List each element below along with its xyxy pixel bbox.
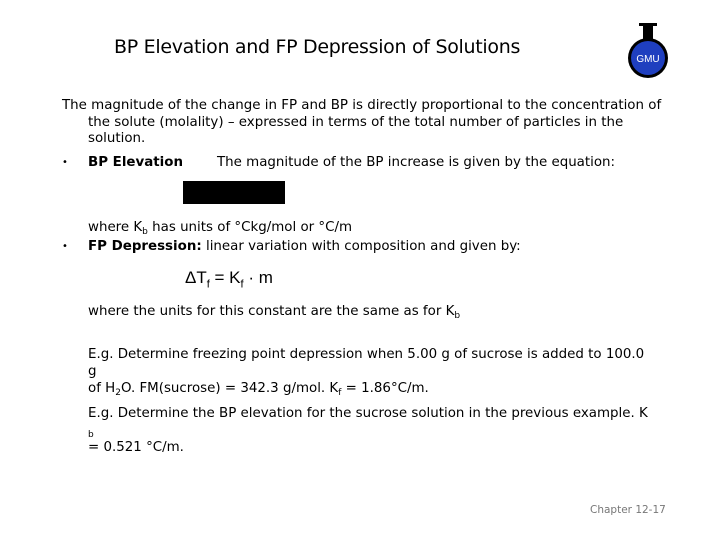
bullet-bp: • — [62, 157, 68, 168]
logo-text: GMU — [636, 54, 660, 65]
bp-elevation-line — [88, 155, 615, 172]
example-1-line-2 — [88, 380, 648, 397]
fp-units-text: where the units for this constant are the same as for K — [88, 304, 455, 319]
fp-depression-description: linear variation with composition and given by: — [201, 239, 521, 254]
page-title: BP Elevation and FP Depression of Solutions — [114, 36, 521, 58]
eq-rhs: · m — [243, 268, 273, 287]
intro-paragraph — [62, 98, 662, 148]
bp-elevation-description: The magnitude of the BP increase is given by the equation: — [217, 155, 616, 170]
fp-units-line — [88, 304, 460, 321]
example-2-line-2: = 0.521 °C/m. — [88, 440, 184, 455]
intro-line-2: the solute (molality) – expressed in terms of the total number of particles in the — [88, 114, 624, 130]
equation-redacted-box — [183, 181, 285, 204]
example-2 — [88, 405, 648, 456]
gmu-flask-logo — [626, 20, 670, 80]
example-1-h: of H — [88, 381, 116, 396]
example-1-h-sub: 2 — [115, 388, 121, 398]
bullet-fp: • — [62, 241, 68, 252]
fp-equation — [185, 268, 273, 290]
eq-equals-k: = K — [209, 268, 241, 287]
bp-units-suffix: has units of °Ckg/mol or °C/m — [147, 220, 352, 235]
bp-units-prefix: where K — [88, 220, 143, 235]
example-2-k-sub: b — [88, 430, 94, 440]
fp-units-sub: b — [454, 311, 461, 321]
intro-line-3: solution. — [88, 131, 146, 146]
bp-elevation-label: BP Elevation — [88, 155, 183, 170]
eq-lhs: ΔT — [185, 268, 207, 287]
example-1-middle: O. FM(sucrose) = 342.3 g/mol. K — [120, 381, 339, 396]
example-1-line-1: E.g. Determine freezing point depression when 5.00 g of sucrose is added to 100.0 g — [88, 347, 645, 379]
example-2-text: E.g. Determine the BP elevation for the sucrose solution in the previous example. K — [88, 406, 648, 421]
intro-line-1: The magnitude of the change in FP and BP is directly proportional to the concentration of — [62, 98, 662, 113]
bp-units-sub: b — [142, 227, 148, 237]
example-1 — [88, 346, 648, 397]
example-1-k-sub: f — [338, 388, 342, 398]
eq-k-sub: f — [240, 278, 244, 291]
fp-depression-label: FP Depression: — [88, 239, 202, 254]
slide-footer: Chapter 12-17 — [590, 504, 666, 516]
example-1-end: = 1.86°C/m. — [341, 381, 429, 396]
eq-lhs-sub: f — [206, 278, 210, 291]
bp-units-line — [88, 220, 352, 237]
example-2-line-1 — [88, 405, 648, 439]
fp-depression-line — [88, 239, 521, 256]
